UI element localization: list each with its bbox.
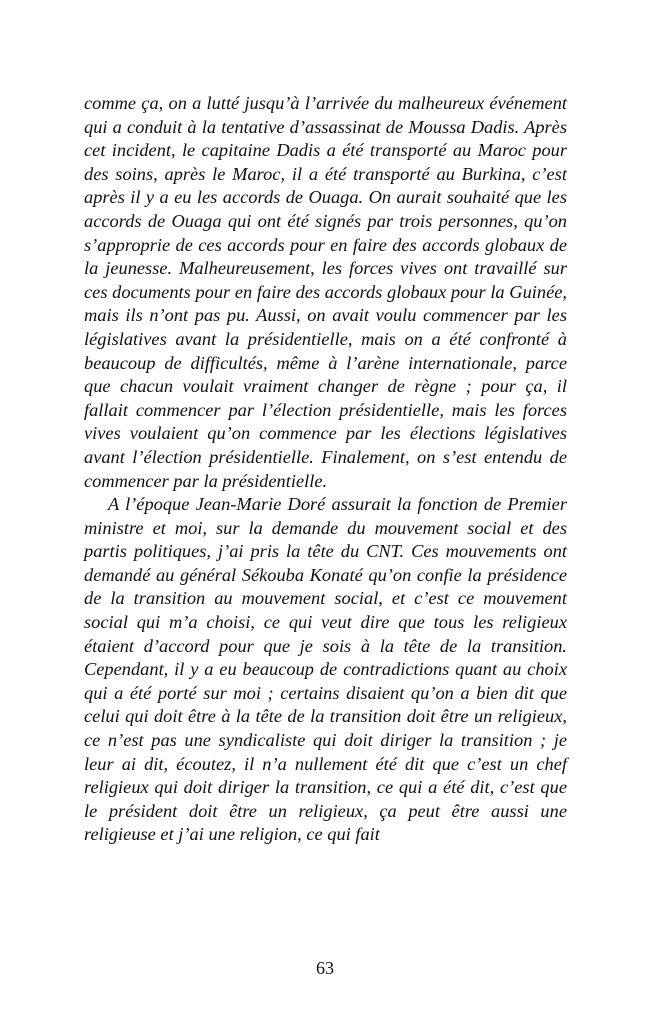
page-number: 63 (316, 958, 334, 978)
page-body (84, 92, 567, 847)
paragraph-2: A l’époque Jean-Marie Doré assurait la fonction de Premier ministre et moi, sur la demande du mouvement social et des partis politiques, j’ai pris la tête du CNT. Ces mouvements ont demandé au général Sékouba Konaté qu’on confie la présidence de la transition au mouvement social, et c’est ce mouvement social qui m’a choisi, ce qui veut dire que tous les religieux étaient d’accord pour que je sois à la tête de la transition. Cependant, il y a eu beaucoup de contradictions quant au choix qui a été porté sur moi ; certains disaient qu’on a bien dit que celui qui doit être à la tête de la transition doit être un religieux, ce n’est pas une syndicaliste qui doit diriger la transition ; je leur ai dit, écoutez, il n’a nullement été dit que c’est un chef religieux qui doit diriger la transition, ce qui a été dit, c’est que le président doit être un religieux, ça peut être aussi une religieuse et j’ai une religion, ce qui fait (84, 494, 567, 845)
body-text (84, 92, 567, 847)
paragraph-1: comme ça, on a lutté jusqu’à l’arrivée du malheureux événement qui a conduit à la tentative d’assassinat de Moussa Dadis. Après cet incident, le capitaine Dadis a été transporté au Maroc pour des soins, après le Maroc, il a été transporté au Burkina, c’est après il y a eu les accords de Ouaga. On aurait souhaité que les accords de Ouaga qui ont été signés par trois personnes, qu’on s’approprie de ces accords pour en faire des accords globaux de la jeunesse. Malheureusement, les forces vives ont travaillé sur ces documents pour en faire des accords globaux pour la Guinée, mais ils n’ont pas pu. Aussi, on avait voulu commencer par les législatives avant la présidentielle, mais on a été confronté à beaucoup de difficultés, même à l’arène internationale, parce que chacun voulait vraiment changer de règne ; pour ça, il fallait commencer par l’élection présidentielle, mais les forces vives voulaient qu’on commence par les élections législatives avant l’élection présidentielle. Finalement, on s’est entendu de commencer par la présidentielle. (84, 93, 567, 491)
